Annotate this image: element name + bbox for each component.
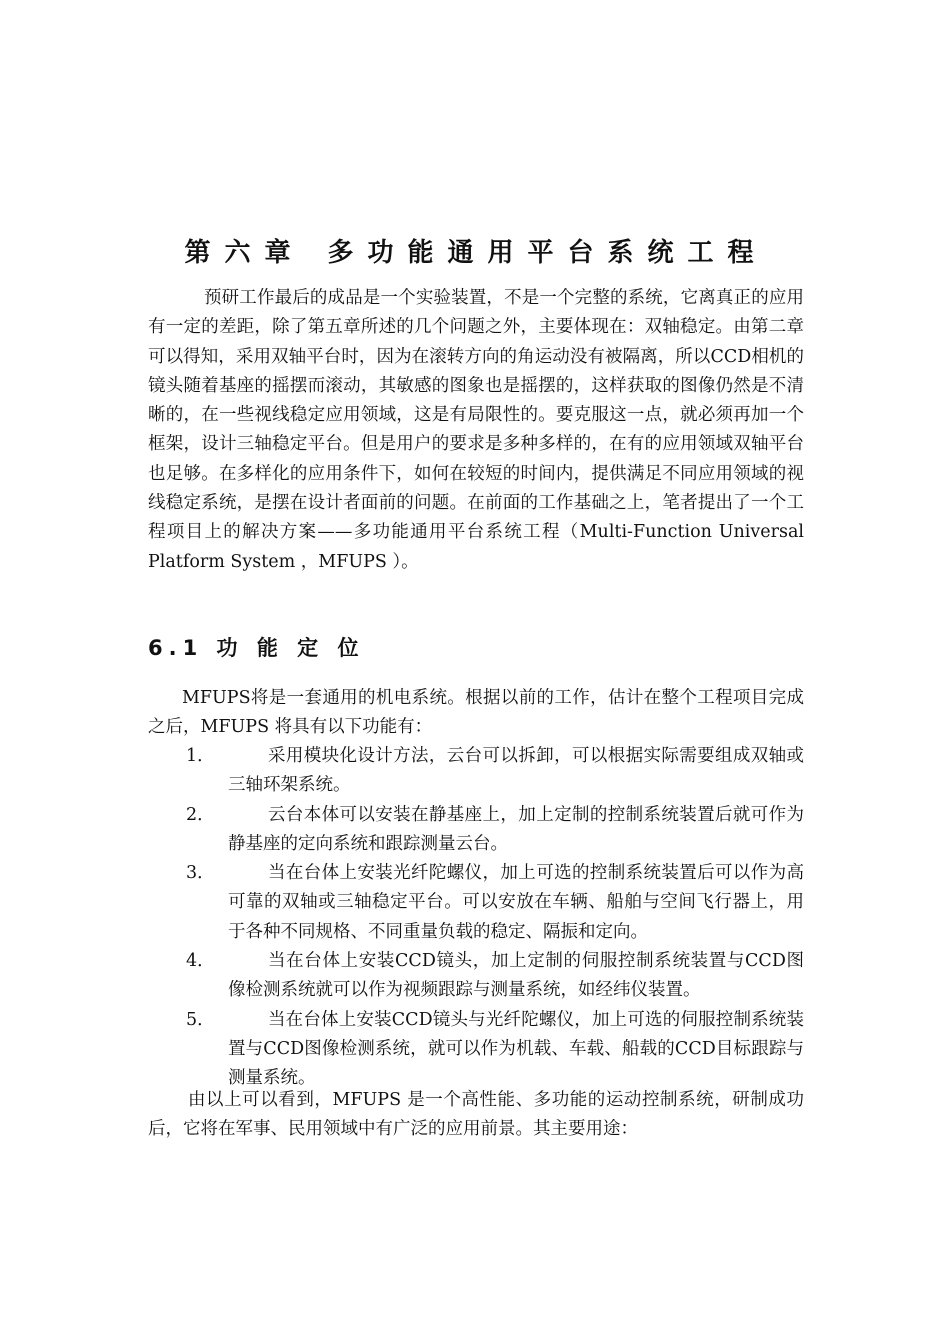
list-item-text: 当在台体上安装CCD镜头与光纤陀螺仪，加上可选的伺服控制系统装置与CCD图像检测系统，就可以作为机载、车载、船载的CCD目标跟踪与测量系统。: [228, 1009, 804, 1089]
section-body-paragraph: MFUPS将是一套通用的机电系统。根据以前的工作，估计在整个工程项目完成之后，MFUPS 将具有以下功能有：: [148, 688, 804, 738]
list-item-text: 当在台体上安装CCD镜头，加上定制的伺服控制系统装置与CCD图像检测系统就可以作为视频跟踪与测量系统，如经纬仪装置。: [228, 951, 804, 1001]
list-item-number: 5．: [186, 1009, 215, 1030]
list-item: [148, 947, 804, 1006]
list-item-text: 当在台体上安装光纤陀螺仪，加上可选的控制系统装置后可以作为高可靠的双轴或三轴稳定平台。可以安放在车辆、船舶与空间飞行器上，用于各种不同规格、不同重量负载的稳定、隔振和定向。: [228, 863, 804, 942]
list-item-text: 云台本体可以安装在静基座上，加上定制的控制系统装置后就可作为静基座的定向系统和跟踪测量云台。: [228, 804, 804, 854]
list-item: [148, 801, 804, 860]
list-item-number: 3．: [186, 863, 215, 884]
list-item-text: 采用模块化设计方法，云台可以拆卸，可以根据实际需要组成双轴或三轴环架系统。: [228, 746, 804, 796]
list-item: [148, 859, 804, 947]
feature-list: [148, 742, 804, 1094]
list-item-number: 4．: [186, 951, 215, 972]
list-item-number: 1．: [186, 746, 215, 766]
intro-paragraph: 预研工作最后的成品是一个实验装置，不是一个完整的系统，它离真正的应用有一定的差距，除了第五章所述的几个问题之外，主要体现在：双轴稳定。由第二章可以得知，采用双轴平台时，因为在滚转方向的角运动没有被隔离，所以CCD相机的镜头随着基座的摇摆而滚动，其敏感的图象也是摇摆的，这样获取的图像仍然是不清晰的，在一些视线稳定应用领域，这是有局限性的。要克服这一点，就必须再加一个框架，设计三轴稳定平台。但是用户的要求是多种多样的，在有的应用领域双轴平台也足够。在多样化的应用条件下，如何在较短的时间内，提供满足不同应用领域的视线稳定系统，是摆在设计者面前的问题。在前面的工作基础之上，笔者提出了一个工程项目上的解决方案——多功能通用平台系统工程（Multi-Function Universal Platform System ，MFUPS ）。: [148, 288, 804, 572]
list-item-number: 2．: [186, 804, 215, 825]
list-item: [148, 742, 804, 801]
chapter-title: 第六章 多功能通用平台系统工程: [184, 238, 768, 268]
section-title: 6.1 功 能 定 位: [148, 636, 365, 660]
list-item: [148, 1006, 804, 1094]
conclusion-paragraph: 由以上可以看到，MFUPS 是一个高性能、多功能的运动控制系统，研制成功后，它将在军事、民用领域中有广泛的应用前景。其主要用途：: [148, 1090, 804, 1140]
